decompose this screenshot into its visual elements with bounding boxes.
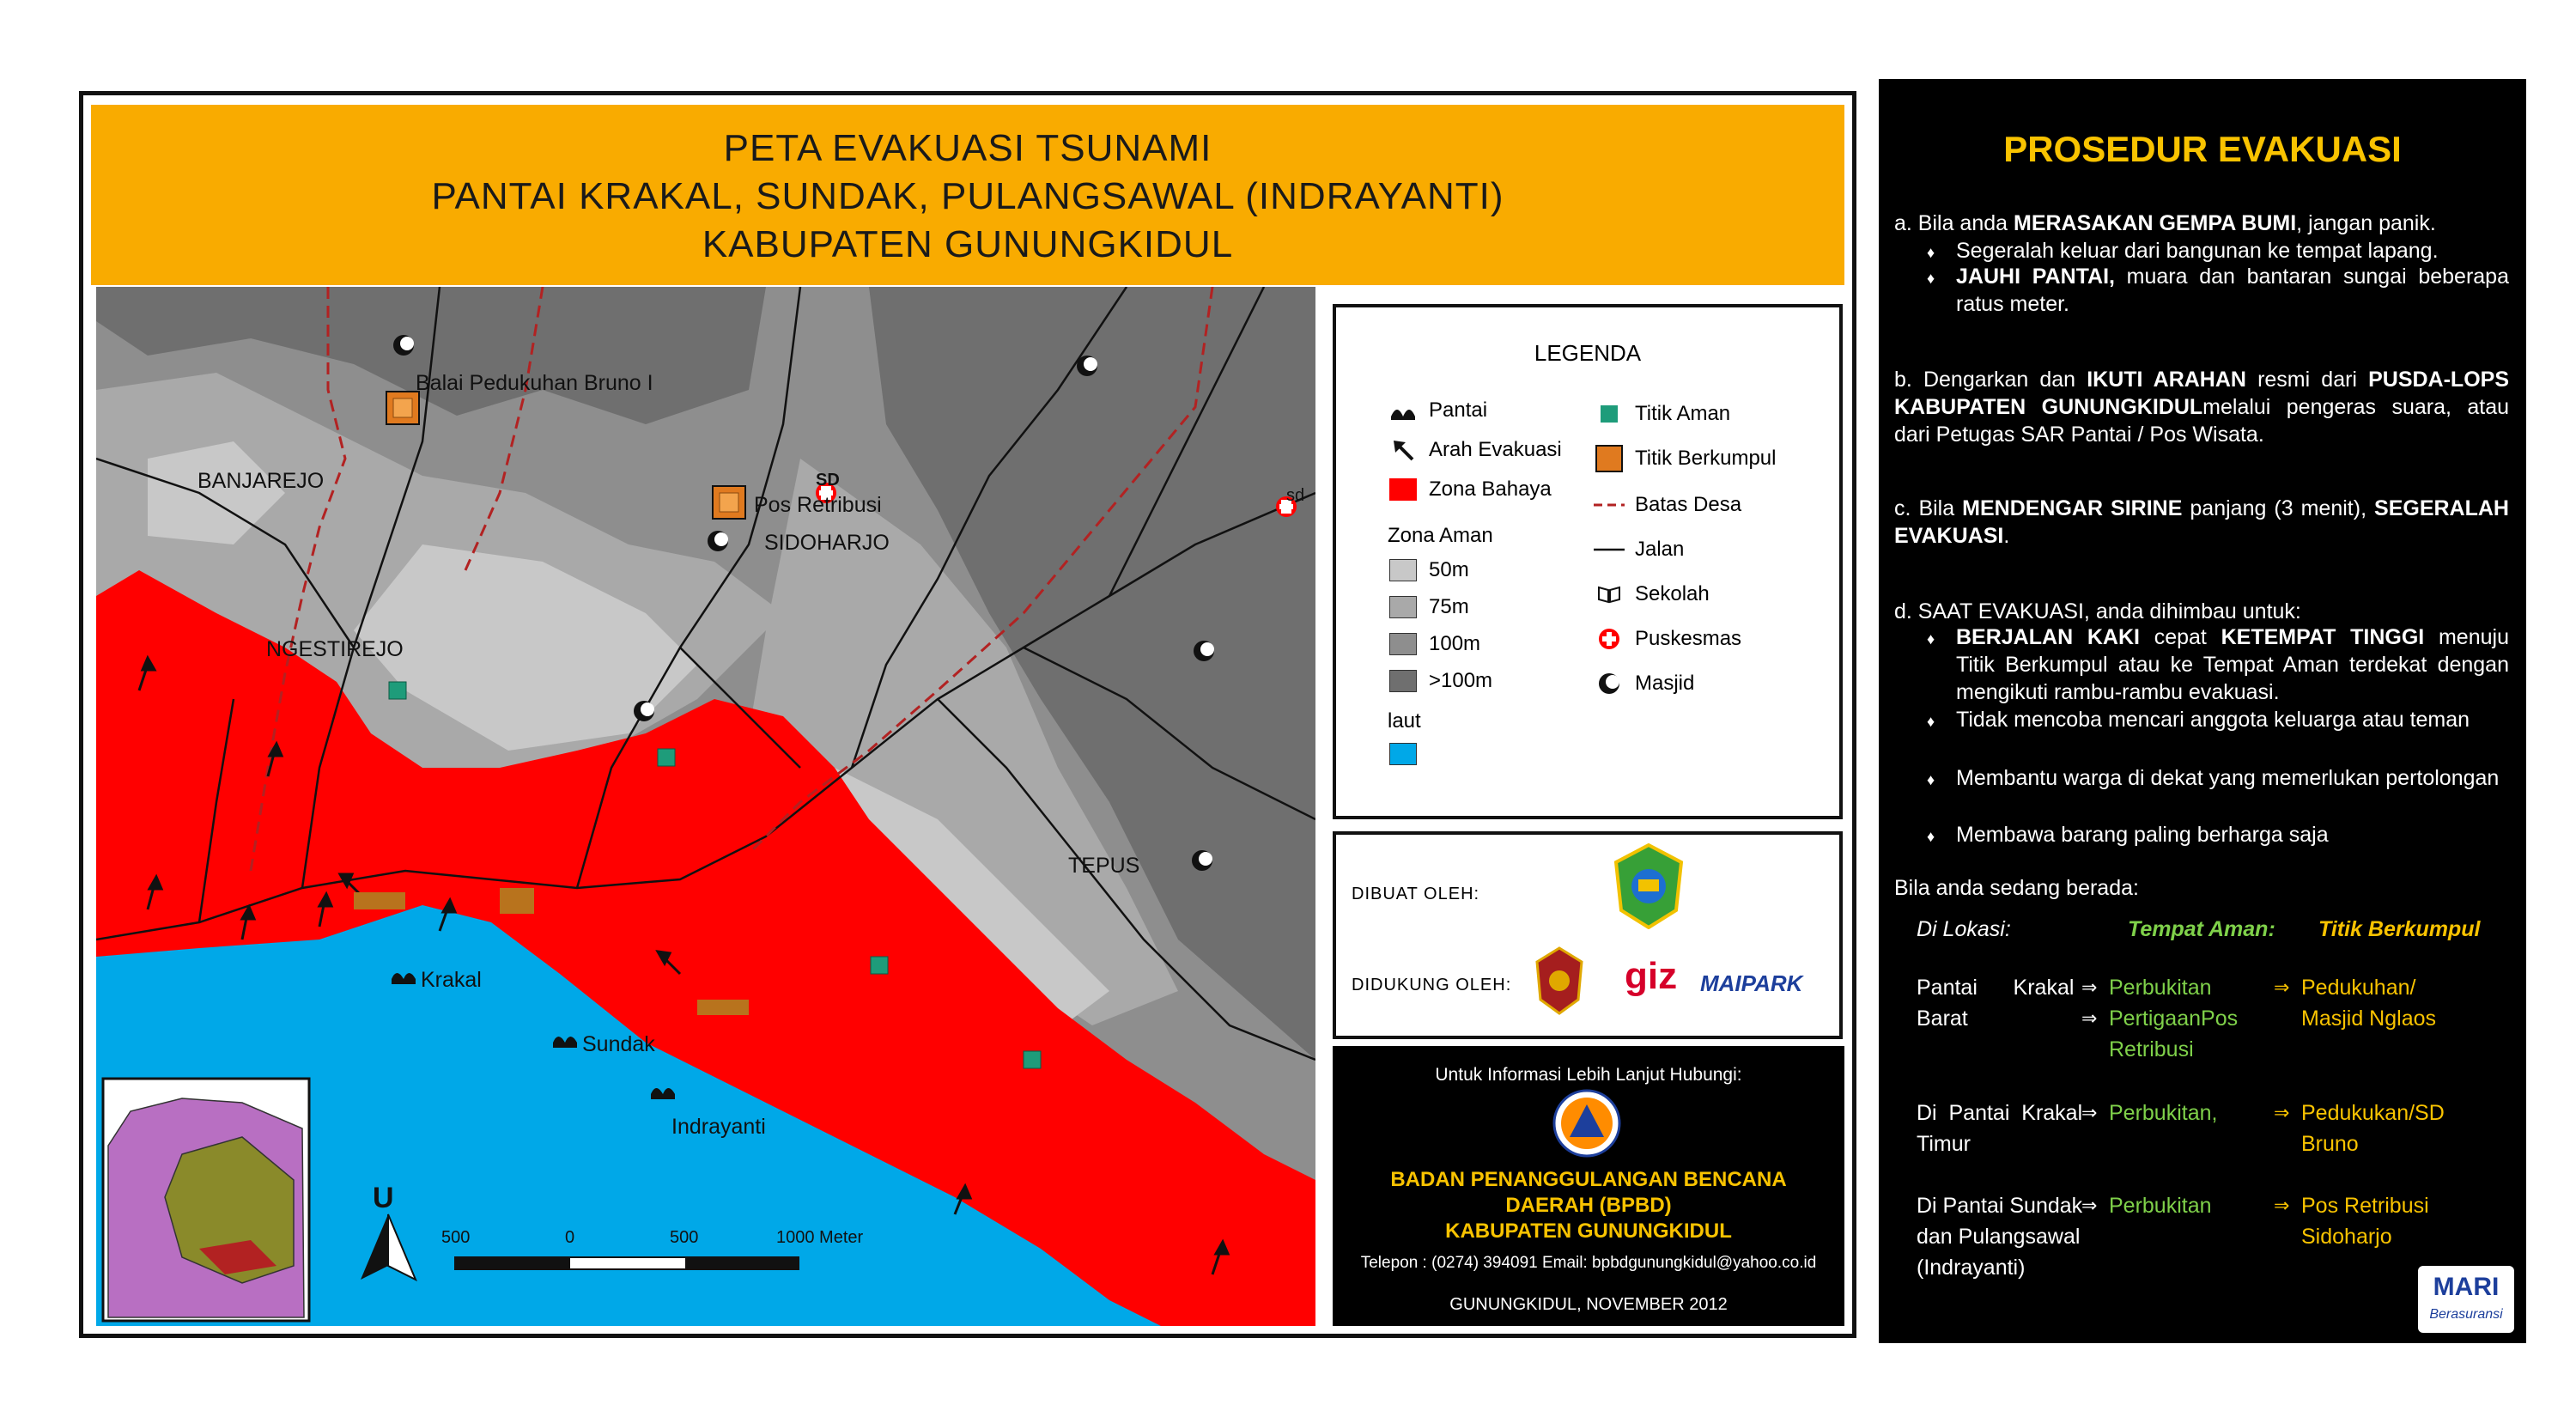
legend-label-batas-desa: Batas Desa <box>1635 493 1742 516</box>
legend-label-arah: Arah Evakuasi <box>1429 438 1562 461</box>
row2-assembly <box>2301 1098 2445 1159</box>
legend-item-batas-desa <box>1594 491 1741 519</box>
row3-assembly-line2: Sidoharjo <box>2301 1225 2392 1249</box>
step-a-text-2: , jangan panik. <box>2296 211 2436 235</box>
legend-item-gt100m <box>1388 667 1492 695</box>
row1-assembly-line2: Masjid Nglaos <box>2301 1006 2437 1031</box>
contact-heading: Untuk Informasi Lebih Lanjut Hubungi: <box>1435 1065 1742 1085</box>
scale-label-500-right: 500 <box>670 1228 699 1247</box>
map-date-footer: GUNUNGKIDUL, NOVEMBER 2012 <box>1449 1295 1728 1314</box>
row1-safe-places <box>2109 972 2238 1065</box>
row2-location-line2: Timur <box>1917 1132 1971 1156</box>
step-b-bold-1: IKUTI ARAHAN <box>2087 368 2246 392</box>
label-sidoharjo: SIDOHARJO <box>764 531 890 555</box>
mari-berasuransi-logo <box>2418 1266 2514 1333</box>
label-school-sd: SD <box>816 471 840 490</box>
step-b-text-1: b. Dengarkan dan <box>1894 368 2087 392</box>
legend-label-75m: 75m <box>1429 595 1469 618</box>
map-canvas <box>96 287 1315 1326</box>
org-name-line2: DAERAH (BPBD) <box>1505 1194 1672 1217</box>
label-sundak: Sundak <box>582 1032 655 1056</box>
village-border-icon <box>1594 492 1625 518</box>
legend-item-titik-berkumpul <box>1594 445 1776 472</box>
row2-arrow-col3 <box>2274 1098 2289 1128</box>
step-c-bold-2: SEGERALAH EVAKUASI <box>1894 496 2509 548</box>
col-header-tempat-aman: Tempat Aman: <box>2128 917 2275 941</box>
step-d-bullet-1 <box>1956 623 2509 706</box>
legend-label-masjid: Masjid <box>1635 672 1695 695</box>
contact-phone-email: Telepon : (0274) 394091 Email: bpbdgunungkidul@yahoo.co.id <box>1360 1254 1817 1272</box>
province-emblem-icon <box>1534 946 1585 1015</box>
legend-item-zona-bahaya <box>1388 476 1552 503</box>
label-balai-pedukuhan: Balai Pedukuhan Bruno I <box>416 371 653 395</box>
step-d-bullet-4: Membawa barang paling berharga saja <box>1956 823 2329 847</box>
row3-arrows <box>2081 1190 2097 1221</box>
row1-safe-line1: Perbukitan <box>2109 976 2212 1000</box>
beach-icon <box>1388 398 1419 423</box>
legend-label-sekolah: Sekolah <box>1635 582 1710 605</box>
org-name-line1: BADAN PENANGGULANGAN BENCANA <box>1390 1168 1787 1191</box>
legend-item-75m <box>1388 593 1469 621</box>
scale-label-0: 0 <box>565 1228 575 1247</box>
legend-heading-laut <box>1388 708 1421 735</box>
row3-assembly <box>2301 1190 2429 1252</box>
step-a-bullet-2-text: muara dan bantaran sungai beberapa ratus meter. <box>1956 265 2509 316</box>
legend-label-zona-bahaya: Zona Bahaya <box>1429 477 1552 501</box>
map-title-line2: PANTAI KRAKAL, SUNDAK, PULANGSAWAL (INDRAYANTI) <box>431 175 1504 217</box>
assembly-point-icon <box>1595 445 1623 472</box>
legend-item-50m <box>1388 556 1469 584</box>
step-b-text-2: resmi dari <box>2245 368 2369 392</box>
step-a-text-1: a. Bila anda <box>1894 211 2014 235</box>
row2-location-line1: Di Pantai Krakal <box>1917 1101 2083 1125</box>
label-school-sd-east: sd <box>1286 486 1305 505</box>
legend-heading-zona-aman <box>1388 522 1493 550</box>
arrow-icon: ⇒ <box>2274 1102 2290 1123</box>
safe-point-icon <box>1601 405 1618 423</box>
row1-location-line2: Barat <box>1917 1006 1968 1031</box>
procedure-title: PROSEDUR EVAKUASI <box>2003 129 2402 169</box>
arrow-icon: ⇒ <box>2274 1195 2290 1216</box>
supported-by-label: DIDUKUNG OLEH: <box>1352 976 1512 994</box>
row2-arrows <box>2081 1098 2097 1128</box>
row1-safe-line3: Retribusi <box>2109 1037 2194 1061</box>
arrow-icon: ⇒ <box>2081 1102 2098 1123</box>
legend-title: LEGENDA <box>1534 340 1642 366</box>
step-d: d. SAAT EVAKUASI, anda dihimbau untuk: <box>1894 599 2301 623</box>
step-b-text-3: melalui pengeras suara, atau dari Petugas SAR Pantai / Pos Wisata. <box>1894 395 2509 447</box>
legend-item-sea <box>1388 740 1429 768</box>
step-c-bold-1: MENDENGAR SIRINE <box>1962 496 2183 520</box>
road-icon <box>1594 537 1625 563</box>
zone-100m-swatch <box>1389 633 1417 655</box>
scale-label-1000: 1000 Meter <box>776 1228 864 1247</box>
step-b-bold-2: PUSDA-LOPS KABUPATEN GUNUNGKIDUL <box>1894 368 2509 419</box>
legend-label-zona-aman: Zona Aman <box>1388 524 1493 547</box>
row2-safe-places <box>2109 1098 2217 1128</box>
label-tepus: TEPUS <box>1068 854 1140 878</box>
maipark-logo: MAIPARK <box>1700 970 1803 996</box>
col-header-titik-berkumpul: Titik Berkumpul <box>2318 917 2481 941</box>
legend-label-gt100m: >100m <box>1429 669 1493 692</box>
row3-location-line3: (Indrayanti) <box>1917 1256 2026 1280</box>
legend-item-titik-aman <box>1594 400 1730 428</box>
row2-assembly-line2: Bruno <box>2301 1132 2359 1156</box>
legend-item-masjid <box>1594 670 1694 697</box>
step-a-bullet-1: Segeralah keluar dari bangunan ke tempat lapang. <box>1956 239 2439 263</box>
procedure-panel <box>1879 79 2526 1343</box>
legend-item-jalan <box>1594 536 1684 563</box>
zone-50m-swatch <box>1389 559 1417 581</box>
col-header-lokasi: Di Lokasi: <box>1917 917 2011 941</box>
legend-item-puskesmas <box>1594 625 1741 653</box>
legend-label-100m: 100m <box>1429 632 1481 655</box>
label-banjarejo: BANJAREJO <box>197 469 325 493</box>
arrow-icon: ⇒ <box>2081 1007 2098 1029</box>
legend-label-jalan: Jalan <box>1635 538 1685 561</box>
giz-logo: giz <box>1625 955 1678 997</box>
row3-arrow-col3 <box>2274 1190 2289 1221</box>
row3-safe-line1: Perbukitan <box>2109 1194 2212 1218</box>
row3-assembly-line1: Pos Retribusi <box>2301 1194 2429 1218</box>
evacuation-map[interactable] <box>96 287 1315 1326</box>
label-indrayanti: Indrayanti <box>671 1115 766 1139</box>
zone-gt100m-swatch <box>1389 670 1417 692</box>
step-a-bullet-2-bold: JAUHI PANTAI, <box>1956 265 2115 289</box>
gunungkidul-emblem-icon <box>1613 843 1685 929</box>
bullet-icon: ♦ <box>1927 630 1935 648</box>
map-title-line1: PETA EVAKUASI TSUNAMI <box>723 127 1212 169</box>
legend-item-pantai <box>1388 397 1487 424</box>
legend-box <box>1333 304 1843 819</box>
step-d-bullet-2: Tidak mencoba mencari anggota keluarga atau teman <box>1956 708 2470 732</box>
row3-location-line1: Di Pantai Sundak <box>1917 1194 2083 1218</box>
location-intro: Bila anda sedang berada: <box>1894 876 2139 900</box>
legend-label-laut: laut <box>1388 709 1421 733</box>
danger-zone-swatch <box>1389 478 1417 501</box>
credits-box <box>1333 831 1843 1039</box>
row2-safe-line1: Perbukitan, <box>2109 1101 2218 1125</box>
legend-item-100m <box>1388 630 1480 658</box>
legend-label-titik-berkumpul: Titik Berkumpul <box>1635 447 1777 470</box>
row1-assembly-line1: Pedukuhan/ <box>2301 976 2416 1000</box>
bullet-icon: ♦ <box>1927 771 1935 788</box>
bpbd-logo <box>1552 1089 1621 1158</box>
school-icon <box>1594 581 1625 607</box>
arrow-icon: ⇒ <box>2081 1195 2098 1216</box>
step-c-text-1: c. Bila <box>1894 496 1963 520</box>
step-d-bullet-3: Membantu warga di dekat yang memerlukan pertolongan <box>1956 766 2500 790</box>
label-ngestirejo: NGESTIREJO <box>266 637 404 661</box>
step-c-text-2: panjang (3 menit), <box>2182 496 2375 520</box>
row1-arrow-col3 <box>2274 972 2289 1003</box>
label-pos-retribusi: Pos Retribusi <box>754 493 882 517</box>
legend-label-50m: 50m <box>1429 558 1469 581</box>
label-krakal: Krakal <box>421 968 482 992</box>
sea-swatch <box>1389 743 1417 765</box>
legend-item-sekolah <box>1594 581 1710 608</box>
step-c <box>1894 495 2509 550</box>
step-d-bullet-1-text-1: cepat <box>2139 625 2221 649</box>
row1-arrows <box>2081 972 2097 1034</box>
arrow-icon: ⇒ <box>2081 976 2098 998</box>
legend-label-pantai: Pantai <box>1429 398 1488 422</box>
logo-text-bottom: Berasuransi <box>2429 1307 2503 1322</box>
row1-assembly <box>2301 972 2436 1034</box>
row1-safe-line2: PertigaanPos <box>2109 1006 2239 1031</box>
step-a-bullet-2 <box>1956 263 2509 318</box>
bullet-icon: ♦ <box>1927 244 1935 261</box>
legend-item-arah <box>1388 436 1562 464</box>
step-b <box>1894 366 2509 448</box>
legend-label-titik-aman: Titik Aman <box>1635 402 1731 425</box>
step-a <box>1894 210 2509 237</box>
scale-label-500-left: 500 <box>441 1228 471 1247</box>
bullet-icon: ♦ <box>1927 270 1935 287</box>
legend-label-puskesmas: Puskesmas <box>1635 627 1742 650</box>
row3-safe-places <box>2109 1190 2212 1221</box>
logo-text-top: MARI <box>2433 1273 2500 1301</box>
evacuation-arrow-icon <box>1388 437 1419 463</box>
north-arrow-label: U <box>373 1182 394 1214</box>
map-title-band <box>91 105 1844 285</box>
row3-location-line2: dan Pulangsawal <box>1917 1225 2081 1249</box>
step-a-bold: MERASAKAN GEMPA BUMI <box>2014 211 2297 235</box>
step-d-bullet-1-text-2: menuju Titik Berkumpul atau ke Tempat Aman terdekat dengan mengikuti rambu-rambu evakuasi. <box>1956 625 2509 704</box>
map-title-line3: KABUPATEN GUNUNGKIDUL <box>702 223 1234 265</box>
row2-assembly-line1: Pedukukan/SD <box>2301 1101 2445 1125</box>
made-by-label: DIBUAT OLEH: <box>1352 885 1480 903</box>
contact-box <box>1333 1046 1844 1326</box>
bullet-icon: ♦ <box>1927 828 1935 845</box>
step-d-bullet-1-bold-1: BERJALAN KAKI <box>1956 625 2140 649</box>
row1-location-line1: Pantai Krakal <box>1917 976 2075 1000</box>
org-name-line3: KABUPATEN GUNUNGKIDUL <box>1445 1219 1732 1243</box>
bullet-icon: ♦ <box>1927 713 1935 730</box>
zone-75m-swatch <box>1389 596 1417 618</box>
health-center-icon <box>1594 626 1625 652</box>
arrow-icon: ⇒ <box>2274 976 2290 998</box>
mosque-icon <box>1594 671 1625 696</box>
step-d-bullet-1-bold-2: KETEMPAT TINGGI <box>2221 625 2425 649</box>
step-c-text-3: . <box>2003 524 2010 548</box>
